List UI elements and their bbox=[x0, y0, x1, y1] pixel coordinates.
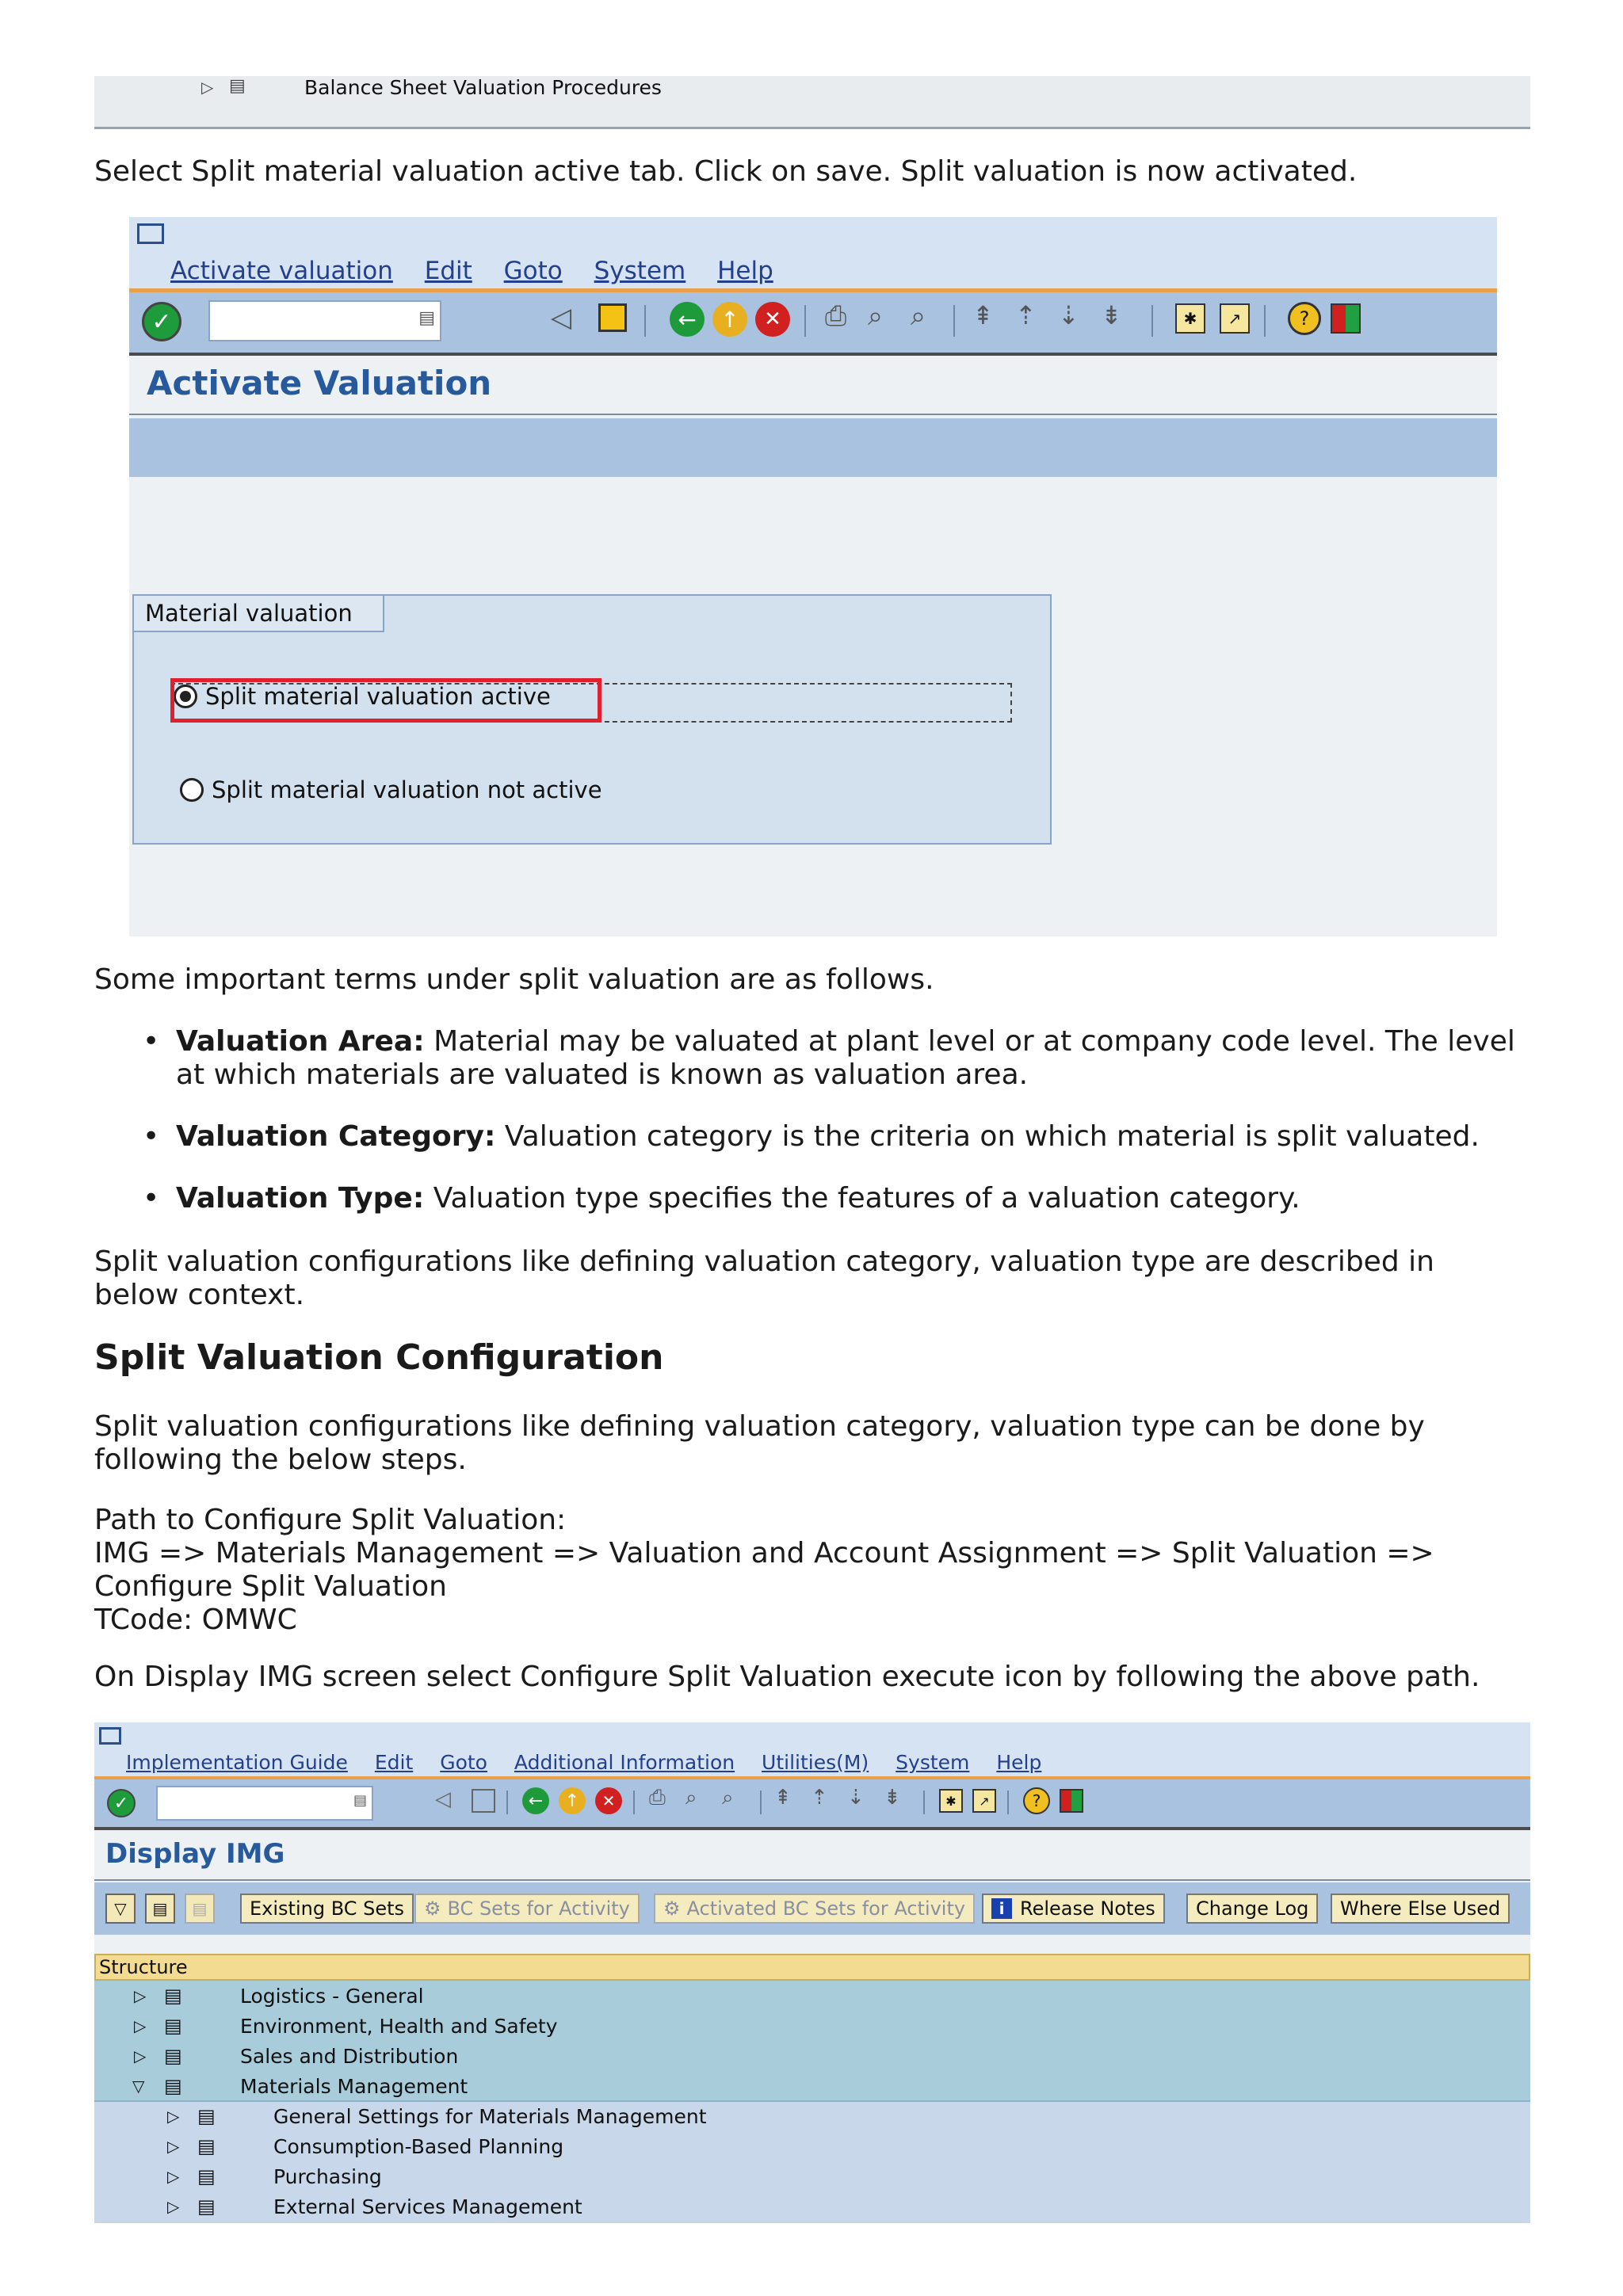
expand-arrow-icon[interactable]: ▷ bbox=[167, 2197, 180, 2216]
menu-implementation-guide[interactable]: Implementation Guide bbox=[126, 1751, 348, 1774]
save-icon[interactable] bbox=[598, 303, 627, 332]
tree-item-label[interactable]: Balance Sheet Valuation Procedures bbox=[304, 76, 662, 99]
tree-label[interactable]: General Settings for Materials Management bbox=[273, 2104, 707, 2128]
existing-bc-sets-button[interactable]: Existing BC Sets bbox=[240, 1894, 414, 1924]
last-page-icon[interactable]: ⇟ bbox=[884, 1786, 901, 1810]
command-field[interactable] bbox=[208, 300, 441, 341]
menu-edit[interactable]: Edit bbox=[374, 1751, 414, 1774]
tree-label[interactable]: Sales and Distribution bbox=[240, 2044, 459, 2068]
img-node-icon: ▤ bbox=[164, 1985, 182, 2007]
dropdown-icon[interactable]: ▤ bbox=[353, 1792, 367, 1809]
find-icon[interactable]: ⌕ bbox=[685, 1786, 697, 1810]
bc-sets-for-activity-button[interactable]: ⚙ BC Sets for Activity bbox=[414, 1894, 640, 1924]
section-paragraph: Split valuation configurations like defining valuation category, valuation type can be done by following the below steps. bbox=[94, 1410, 1425, 1476]
layout-menu-icon[interactable] bbox=[1331, 303, 1361, 334]
sap-window-icon bbox=[99, 1727, 121, 1745]
next-page-icon[interactable]: ⇣ bbox=[847, 1786, 865, 1810]
expand-arrow-icon[interactable]: ▷ bbox=[167, 2137, 180, 2156]
radio-unselected-icon[interactable] bbox=[180, 778, 204, 802]
menu-goto[interactable]: Goto bbox=[440, 1751, 487, 1774]
menu-help[interactable]: Help bbox=[717, 257, 773, 285]
list-item: • Valuation Type: Valuation type specifies the features of a valuation category. bbox=[143, 1182, 1300, 1215]
display-paragraph: On Display IMG screen select Configure Split Valuation execute icon by following the above path. bbox=[94, 1661, 1480, 1693]
terms-list bbox=[143, 1025, 1537, 1244]
layout-menu-icon[interactable] bbox=[1060, 1789, 1083, 1813]
first-page-icon[interactable]: ⇞ bbox=[972, 300, 994, 330]
display-img-screenshot bbox=[94, 1722, 1530, 2223]
menu-edit[interactable]: Edit bbox=[424, 257, 472, 285]
list-item: • Valuation Category: Valuation category is the criteria on which material is split valuated. bbox=[143, 1120, 1480, 1153]
command-field[interactable] bbox=[156, 1786, 373, 1821]
system-toolbar bbox=[129, 292, 1497, 356]
group-title-tab bbox=[134, 596, 384, 632]
activated-bc-sets-button[interactable]: ⚙ Activated BC Sets for Activity bbox=[654, 1894, 975, 1924]
top-screenshot-fragment bbox=[94, 76, 1530, 129]
last-page-icon[interactable]: ⇟ bbox=[1101, 300, 1122, 330]
img-node-icon: ▤ bbox=[197, 2105, 216, 2127]
dropdown-icon[interactable]: ▤ bbox=[418, 308, 435, 328]
structure-header: Structure bbox=[94, 1954, 1530, 1981]
img-node-icon: ▤ bbox=[164, 2045, 182, 2067]
tree-label[interactable]: Materials Management bbox=[240, 2074, 468, 2098]
menu-bar bbox=[94, 1722, 1530, 1776]
bc-set-icon[interactable]: ▤ bbox=[185, 1894, 215, 1924]
help-icon[interactable]: ? bbox=[1288, 302, 1321, 335]
next-page-icon[interactable]: ⇣ bbox=[1058, 300, 1079, 330]
bc-set-icon: ⚙ bbox=[424, 1897, 441, 1920]
img-node-icon: ▤ bbox=[164, 2015, 182, 2037]
collapse-arrow-icon[interactable]: ▽ bbox=[132, 2077, 145, 2096]
previous-page-icon[interactable]: ⇡ bbox=[1015, 300, 1037, 330]
create-session-icon[interactable]: ✱ bbox=[1175, 303, 1205, 334]
save-icon[interactable] bbox=[472, 1789, 495, 1813]
sap-window-icon bbox=[137, 223, 164, 244]
shortcut-icon[interactable]: ↗ bbox=[1220, 303, 1250, 334]
terms-intro: Some important terms under split valuation are as follows. bbox=[94, 963, 934, 996]
config-paragraph: Split valuation configurations like defining valuation category, valuation type are described in below context. bbox=[94, 1245, 1434, 1311]
cancel-icon[interactable]: ✕ bbox=[595, 1787, 622, 1814]
create-session-icon[interactable]: ✱ bbox=[939, 1789, 963, 1813]
back-icon[interactable]: ← bbox=[522, 1787, 549, 1814]
img-node-icon: ▤ bbox=[229, 76, 246, 96]
red-highlight-box bbox=[170, 678, 601, 723]
group-title: Material valuation bbox=[145, 600, 353, 627]
exit-icon[interactable]: ↑ bbox=[559, 1787, 586, 1814]
exit-icon[interactable]: ↑ bbox=[712, 302, 747, 337]
expand-arrow-icon[interactable]: ▷ bbox=[134, 2046, 147, 2065]
where-else-used-button[interactable]: Where Else Used bbox=[1331, 1894, 1510, 1924]
list-item: • Valuation Area: Material may be valuated at plant level or at company code level. The level at which materials are valuated is known as valuation area. bbox=[143, 1025, 1515, 1091]
menu-system[interactable]: System bbox=[594, 257, 686, 285]
info-icon: i bbox=[991, 1898, 1012, 1919]
back-arrow-icon[interactable]: ◁ bbox=[551, 302, 572, 334]
tree-label[interactable]: Environment, Health and Safety bbox=[240, 2014, 558, 2038]
find-icon[interactable]: ⌕ bbox=[868, 300, 884, 332]
img-node-icon: ▤ bbox=[197, 2135, 216, 2157]
menu-additional-information[interactable]: Additional Information bbox=[514, 1751, 735, 1774]
radio-label: Split material valuation active bbox=[205, 683, 551, 710]
find-next-icon[interactable]: ⌕ bbox=[911, 300, 926, 332]
back-arrow-icon[interactable]: ◁ bbox=[435, 1787, 451, 1811]
menu-bar bbox=[129, 217, 1497, 290]
expand-arrow-icon[interactable]: ▷ bbox=[134, 1986, 147, 2005]
screen-title: Activate Valuation bbox=[147, 364, 492, 402]
print-icon[interactable]: ⎙ bbox=[649, 1786, 666, 1810]
tree-label[interactable]: Purchasing bbox=[273, 2164, 382, 2188]
documentation-icon[interactable]: ▤ bbox=[145, 1894, 175, 1924]
activate-valuation-screenshot bbox=[129, 217, 1497, 936]
intro-paragraph: Select Split material valuation active tab. Click on save. Split valuation is now activated. bbox=[94, 155, 1358, 188]
img-tree bbox=[94, 1981, 1530, 2223]
bc-set-icon: ⚙ bbox=[663, 1897, 681, 1920]
back-icon[interactable]: ← bbox=[670, 302, 705, 337]
tree-label[interactable]: Logistics - General bbox=[240, 1984, 424, 2008]
expand-arrow-icon[interactable]: ▷ bbox=[201, 78, 214, 97]
release-notes-button[interactable]: i Release Notes bbox=[982, 1894, 1165, 1924]
first-page-icon[interactable]: ⇞ bbox=[774, 1786, 792, 1810]
system-toolbar bbox=[94, 1779, 1530, 1830]
application-toolbar bbox=[94, 1882, 1530, 1935]
tree-label[interactable]: Consumption-Based Planning bbox=[273, 2134, 564, 2158]
radio-label: Split material valuation not active bbox=[212, 776, 602, 803]
enter-check-icon[interactable]: ✓ bbox=[107, 1789, 136, 1817]
print-icon[interactable]: ⎙ bbox=[825, 300, 847, 332]
section-heading: Split Valuation Configuration bbox=[94, 1337, 664, 1378]
application-toolbar bbox=[129, 418, 1497, 477]
cancel-icon[interactable]: ✕ bbox=[755, 302, 790, 337]
material-valuation-group bbox=[132, 594, 1052, 845]
expand-arrow-icon[interactable]: ▷ bbox=[134, 2016, 147, 2035]
menu-help[interactable]: Help bbox=[996, 1751, 1042, 1774]
previous-page-icon[interactable]: ⇡ bbox=[811, 1786, 828, 1810]
shortcut-icon[interactable]: ↗ bbox=[972, 1789, 996, 1813]
img-node-icon: ▤ bbox=[197, 2195, 216, 2218]
menu-goto[interactable]: Goto bbox=[503, 257, 563, 285]
expand-arrow-icon[interactable]: ▷ bbox=[167, 2167, 180, 2186]
menu-activate-valuation[interactable]: Activate valuation bbox=[170, 257, 393, 285]
radio-split-not-active[interactable] bbox=[180, 776, 602, 803]
img-node-icon: ▤ bbox=[164, 2075, 182, 2097]
expand-subtree-icon[interactable]: ▽ bbox=[105, 1894, 136, 1924]
change-log-button[interactable]: Change Log bbox=[1186, 1894, 1318, 1924]
expand-arrow-icon[interactable]: ▷ bbox=[167, 2107, 180, 2126]
find-next-icon[interactable]: ⌕ bbox=[722, 1786, 734, 1810]
menu-system[interactable]: System bbox=[896, 1751, 970, 1774]
menu-utilities[interactable]: Utilities(M) bbox=[762, 1751, 869, 1774]
screen-title: Display IMG bbox=[105, 1838, 285, 1870]
img-node-icon: ▤ bbox=[197, 2165, 216, 2187]
tree-label[interactable]: External Services Management bbox=[273, 2195, 582, 2218]
help-icon[interactable]: ? bbox=[1023, 1787, 1050, 1814]
config-path: Path to Configure Split Valuation: IMG => Materials Management => Valuation and Account Assignment => Split Valuation => Configure Split Valuation TCode: OMWC bbox=[94, 1504, 1434, 1636]
enter-check-icon[interactable]: ✓ bbox=[142, 302, 181, 341]
